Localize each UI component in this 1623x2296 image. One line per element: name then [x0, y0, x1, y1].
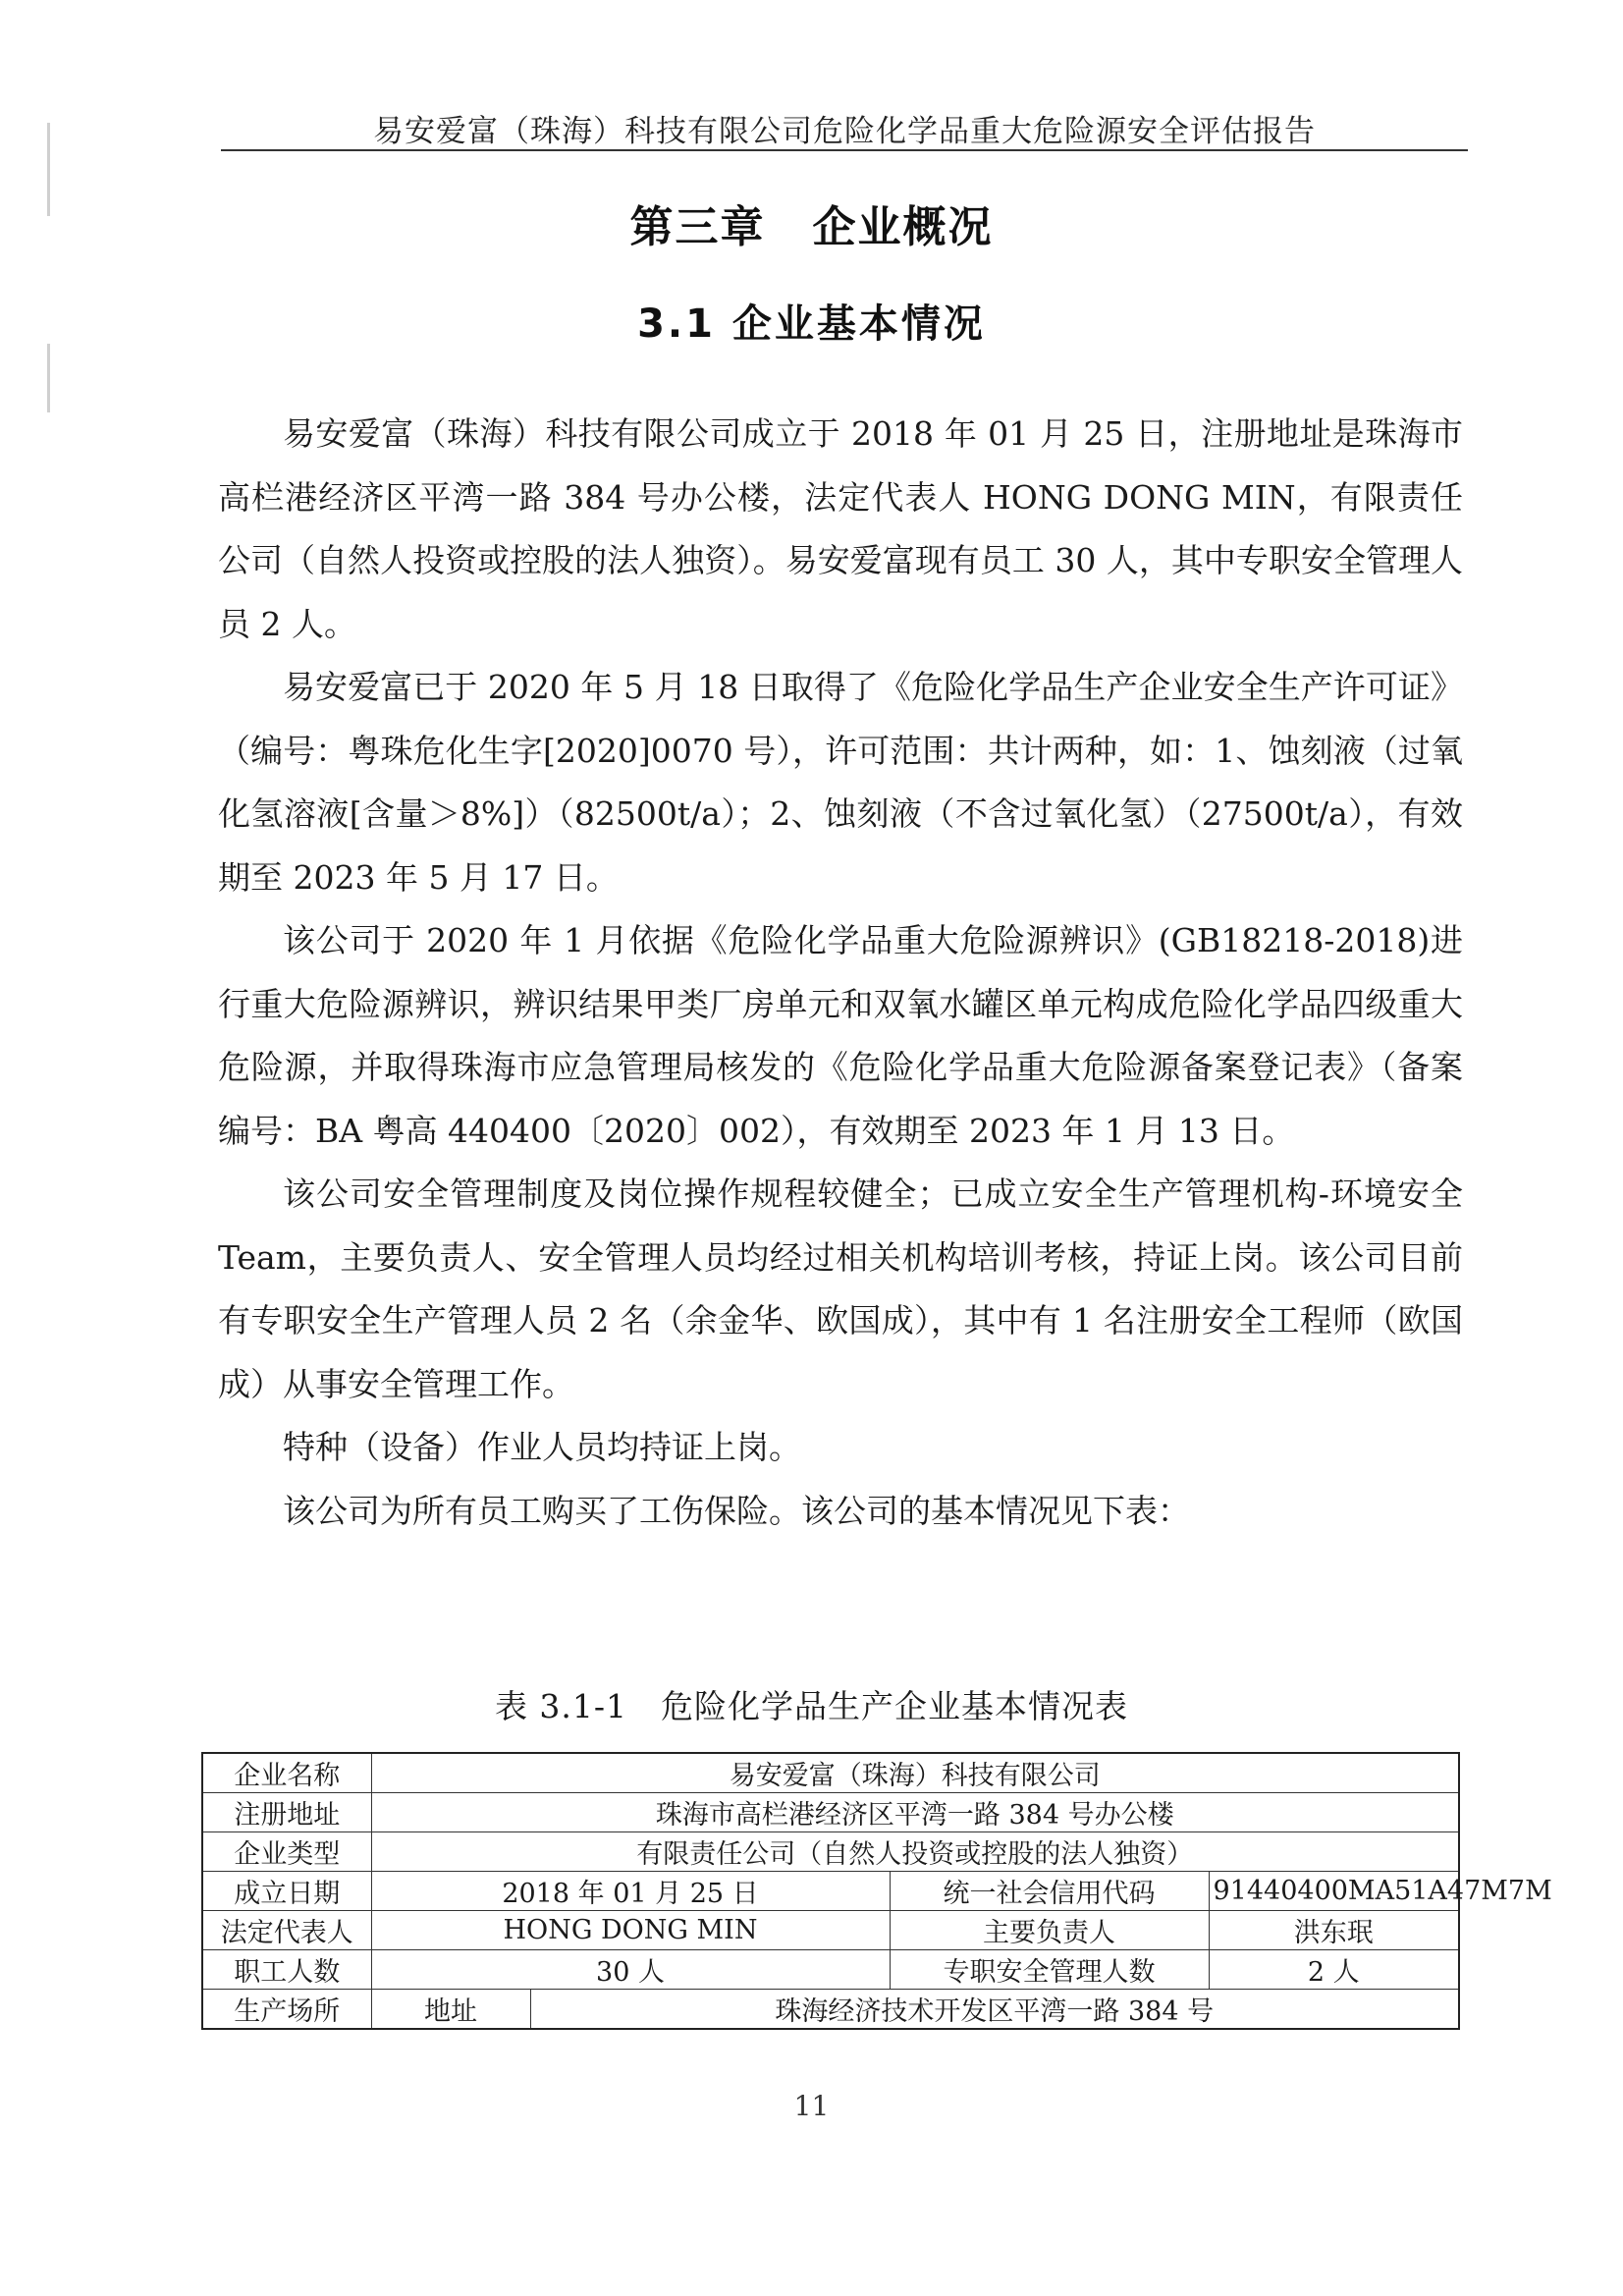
label-credit-code: 统一社会信用代码	[890, 1872, 1209, 1911]
label-company-name: 企业名称	[202, 1753, 371, 1793]
paragraph-special-operators: 特种（设备）作业人员均持证上岗。	[283, 1428, 801, 1466]
label-employee-count: 职工人数	[202, 1950, 371, 1990]
value-site-address: 珠海经济技术开发区平湾一路 384 号	[530, 1990, 1459, 2030]
paragraph-safety-management: 该公司安全管理制度及岗位操作规程较健全；已成立安全生产管理机构-环境安全 Team，主要负责人、安全管理人员均经过相关机构培训考核，持证上岗。该公司目前有专职安全生产管理人员 2 名（余金华、欧国成），其中有 1 名注册安全工程师（欧国成）从事安全管理工作。	[218, 1175, 1463, 1403]
table-row	[202, 1793, 1459, 1832]
label-registered-address: 注册地址	[202, 1793, 371, 1832]
paragraph-company-overview: 易安爱富（珠海）科技有限公司成立于 2018 年 01 月 25 日，注册地址是珠海市高栏港经济区平湾一路 384 号办公楼，法定代表人 HONG DONG MIN，有限责任公司（自然人投资或控股的法人独资）。易安爱富现有员工 30 人，其中专职安全管理人员 2 人。	[218, 414, 1463, 643]
chapter-number: 第三章	[629, 202, 766, 252]
table-row	[202, 1832, 1459, 1872]
label-company-type: 企业类型	[202, 1832, 371, 1872]
running-header: 易安爱富（珠海）科技有限公司危险化学品重大危险源安全评估报告	[373, 114, 1316, 149]
paragraph-insurance: 该公司为所有员工购买了工伤保险。该公司的基本情况见下表：	[283, 1491, 1190, 1530]
header-rule	[221, 149, 1468, 151]
page-number: 11	[793, 2090, 830, 2122]
label-legal-representative: 法定代表人	[202, 1911, 371, 1950]
label-production-site: 生产场所	[202, 1990, 371, 2030]
value-founded-date: 2018 年 01 月 25 日	[371, 1872, 890, 1911]
chapter-name: 企业概况	[812, 202, 994, 252]
value-registered-address: 珠海市高栏港经济区平湾一路 384 号办公楼	[371, 1793, 1459, 1832]
scan-mark-middle	[47, 344, 50, 412]
value-legal-representative: HONG DONG MIN	[371, 1911, 890, 1950]
table-row	[202, 1872, 1459, 1911]
paragraph-production-license: 易安爱富已于 2020 年 5 月 18 日取得了《危险化学品生产企业安全生产许可证》（编号：粤珠危化生字[2020]0070 号），许可范围：共计两种，如：1、蚀刻液（过氧化氢溶液[含量＞8%]）（82500t/a）；2、蚀刻液（不含过氧化氢）（27500t/a），有效期至 2023 年 5 月 17 日。	[218, 668, 1463, 897]
value-company-type: 有限责任公司（自然人投资或控股的法人独资）	[371, 1832, 1459, 1872]
paragraph-hazard-identification: 该公司于 2020 年 1 月依据《危险化学品重大危险源辨识》(GB18218-2018)进行重大危险源辨识，辨识结果甲类厂房单元和双氧水罐区单元构成危险化学品四级重大危险源，并取得珠海市应急管理局核发的《危险化学品重大危险源备案登记表》（备案编号：BA 粤高 440400〔2020〕002），有效期至 2023 年 1 月 13 日。	[218, 921, 1463, 1150]
table-row	[202, 1911, 1459, 1950]
label-founded-date: 成立日期	[202, 1872, 371, 1911]
value-company-name: 易安爱富（珠海）科技有限公司	[371, 1753, 1459, 1793]
body-text	[218, 403, 1463, 1543]
value-credit-code: 91440400MA51A47M7M	[1209, 1872, 1459, 1911]
value-employee-count: 30 人	[371, 1950, 890, 1990]
label-principal: 主要负责人	[890, 1911, 1209, 1950]
value-principal: 洪东珉	[1209, 1911, 1459, 1950]
table-row	[202, 1753, 1459, 1793]
table-caption: 表 3.1-1 危险化学品生产企业基本情况表	[494, 1687, 1129, 1725]
table-row	[202, 1950, 1459, 1990]
company-info-table	[201, 1752, 1552, 2030]
label-site-address: 地址	[371, 1990, 530, 2030]
value-safety-staff-count: 2 人	[1209, 1950, 1459, 1990]
chapter-title	[0, 191, 1623, 254]
label-safety-staff-count: 专职安全管理人数	[890, 1950, 1209, 1990]
section-title: 3.1 企业基本情况	[637, 301, 986, 347]
table-row	[202, 1990, 1459, 2030]
